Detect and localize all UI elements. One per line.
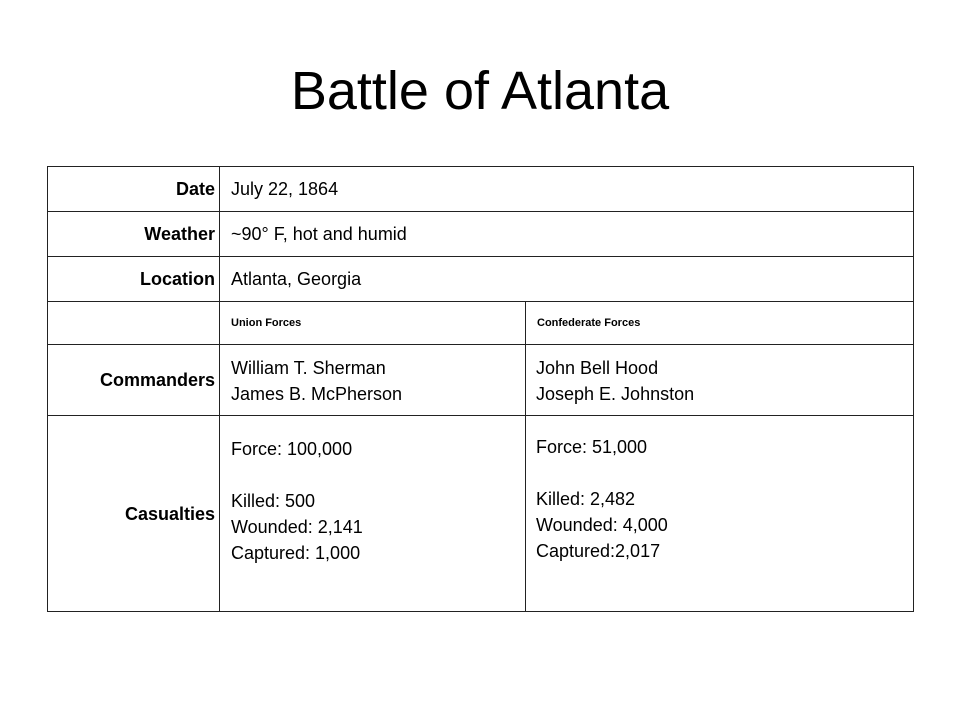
union-casualties-cell <box>220 416 526 612</box>
confederate-commander: Joseph E. Johnston <box>536 384 695 404</box>
union-wounded: Wounded: 2,141 <box>231 517 363 537</box>
union-commander: James B. McPherson <box>231 384 403 404</box>
union-forces-header: Union Forces <box>220 302 526 345</box>
casualties-label: Casualties <box>48 416 220 612</box>
commanders-label: Commanders <box>48 345 220 416</box>
table-row-weather <box>48 212 914 257</box>
union-force: Force: 100,000 <box>231 439 353 459</box>
confederate-commander: John Bell Hood <box>536 358 659 378</box>
confederate-casualties-cell <box>526 416 914 612</box>
weather-label: Weather <box>48 212 220 257</box>
page-title: Battle of Atlanta <box>290 61 670 121</box>
table-row-commanders <box>48 345 914 416</box>
table-row-location <box>48 257 914 302</box>
table-row-force-headers <box>48 302 914 345</box>
union-commander: William T. Sherman <box>231 358 386 378</box>
union-commanders-cell <box>220 345 526 416</box>
weather-value: ~90° F, hot and humid <box>220 212 914 257</box>
table-row-casualties <box>48 416 914 612</box>
table-row-date <box>48 167 914 212</box>
empty-header-cell <box>48 302 220 345</box>
battle-info-table <box>47 166 914 612</box>
date-value: July 22, 1864 <box>220 167 914 212</box>
confederate-wounded: Wounded: 4,000 <box>536 515 668 535</box>
location-value: Atlanta, Georgia <box>220 257 914 302</box>
date-label: Date <box>48 167 220 212</box>
union-captured: Captured: 1,000 <box>231 543 361 563</box>
confederate-forces-header: Confederate Forces <box>526 302 914 345</box>
confederate-commanders-cell <box>526 345 914 416</box>
confederate-killed: Killed: 2,482 <box>536 489 636 509</box>
confederate-captured: Captured:2,017 <box>536 541 661 561</box>
union-killed: Killed: 500 <box>231 491 316 511</box>
confederate-force: Force: 51,000 <box>536 437 648 457</box>
location-label: Location <box>48 257 220 302</box>
